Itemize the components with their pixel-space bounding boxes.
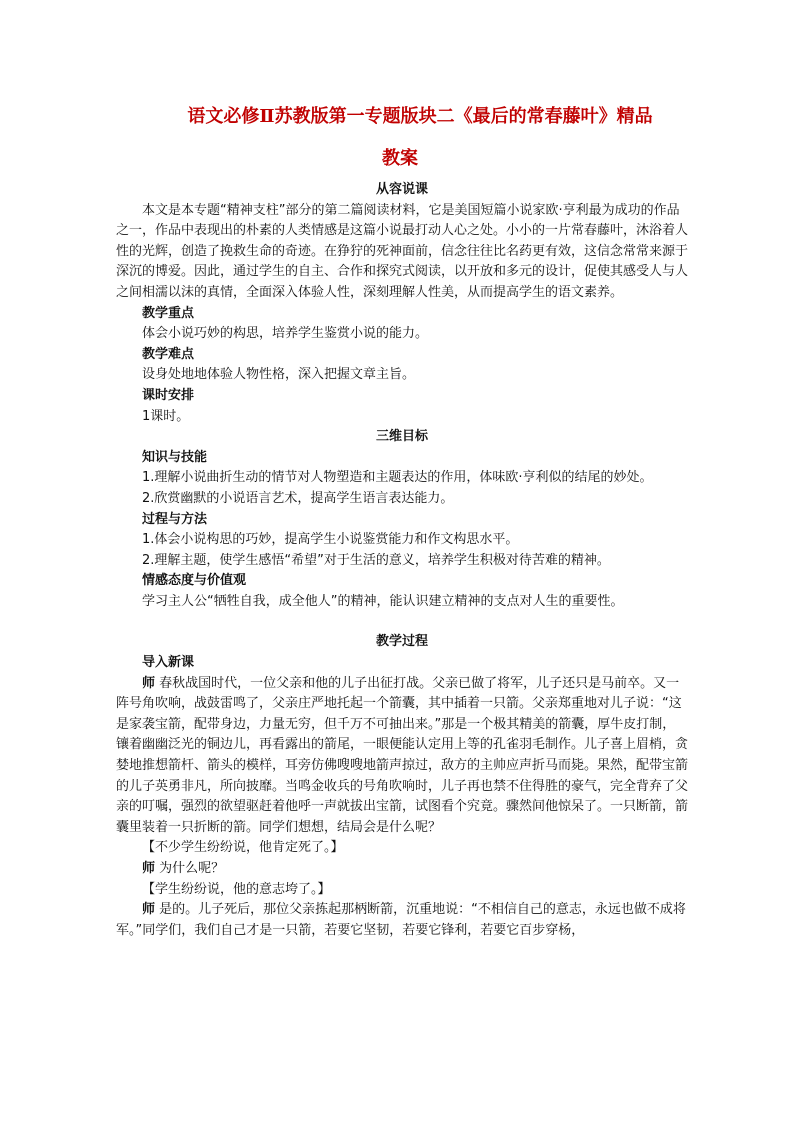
heading-zhongdian: 教学重点 — [142, 305, 195, 321]
speaker-teacher: 师 — [142, 675, 156, 691]
text-qinggan: 学习主人公“牺牲自我，成全他人”的精神，能认识建立精神的支点对人生的重要性。 — [142, 593, 624, 609]
speaker-teacher: 师 — [142, 861, 156, 876]
document-body — [116, 180, 688, 941]
section-heading-congrong: 从容说课 — [375, 182, 428, 197]
heading-guocheng: 过程与方法 — [142, 511, 208, 527]
heading-keshi: 课时安排 — [142, 387, 195, 403]
heading-daoru: 导入新课 — [142, 655, 195, 671]
text-keshi: 1课时。 — [142, 408, 190, 424]
section-heading-sanwei: 三维目标 — [375, 429, 428, 445]
story-paragraph — [116, 674, 688, 839]
answer-paragraph — [116, 900, 688, 941]
student-response-2: 【学生纷纷说，他的意志垮了。】 — [142, 881, 331, 897]
document-title-line2: 教案 — [382, 148, 418, 169]
heading-nandian: 教学难点 — [142, 346, 195, 362]
story-text: 春秋战国时代，一位父亲和他的儿子出征打战。父亲已做了将军，儿子还只是马前卒。又一阵号角吹响，战鼓雷鸣了，父亲庄严地托起一个箭囊，其中插着一只箭。父亲郑重地对儿子说：“这是家袭宝箭，配带身边，力量无穷，但千万不可抽出来。”那是一个极其精美的箭囊，厚牛皮打制，镶着幽幽泛光的铜边儿，再看露出的箭尾，一眼便能认定用上等的孔雀羽毛制作。儿子喜上眉梢，贪婪地推想箭杆、箭头的模样，耳旁仿佛嗖嗖地箭声掠过，敌方的主帅应声折马而毙。果然，配带宝箭的儿子英勇非凡，所向披靡。当鸣金收兵的号角吹响时，儿子再也禁不住得胜的豪气，完全背弃了父亲的叮嘱，强烈的欲望驱赶着他呼一声就拔出宝箭，试图看个究竟。骤然间他惊呆了。一只断箭，箭囊里装着一只折断的箭。同学们想想，结局会是什么呢？ — [116, 675, 689, 835]
heading-zhishi: 知识与技能 — [142, 449, 208, 465]
student-response-1: 【不少学生纷纷说，他肯定死了。】 — [142, 840, 344, 856]
section-heading-jiaoxue: 教学过程 — [375, 634, 428, 650]
speaker-teacher: 师 — [142, 902, 156, 918]
intro-paragraph: 本文是本专题“精神支柱”部分的第二篇阅读材料，它是美国短篇小说家欧·亨利最为成功的作品之一，作品中表现出的朴素的人类情感是这篇小说最打动人心之处。小小的一片常春藤叶，沐浴着人性的光辉，创造了挽救生命的奇迹。在狰狞的死神面前，信念往往比名药更有效，这信念常常来源于深沉的博爱。因此，通过学生的自主、合作和探究式阅读，以开放和多元的设计，促使其感受人与人之间相濡以沫的真情，全面深入体验人性，深刻理解人性美，从而提高学生的语文素养。 — [116, 202, 689, 300]
text-nandian: 设身处地地体验人物性格，深入把握文章主旨。 — [142, 367, 416, 383]
answer-text: 是的。儿子死后，那位父亲拣起那柄断箭，沉重地说：“不相信自己的意志，永远也做不成将军。”同学们，我们自己才是一只箭，若要它坚韧，若要它锋利，若要它百步穿杨， — [116, 902, 686, 938]
teacher-question-line — [116, 859, 688, 880]
spacer — [116, 612, 688, 632]
document-title-line1: 语文必修Ⅱ苏教版第一专题版块二《最后的常春藤叶》精品 — [187, 106, 653, 127]
text-guocheng-2: 2.理解主题，使学生感悟“希望”对于生活的意义，培养学生积极对待苦难的精神。 — [142, 552, 610, 568]
text-zhishi-2: 2.欣赏幽默的小说语言艺术，提高学生语言表达能力。 — [142, 490, 454, 506]
teacher-question: 为什么呢？ — [159, 861, 225, 876]
text-guocheng-1: 1.体会小说构思的巧妙，提高学生小说鉴赏能力和作文构思水平。 — [142, 532, 519, 548]
heading-qinggan: 情感态度与价值观 — [142, 573, 247, 589]
text-zhongdian: 体会小说巧妙的构思，培养学生鉴赏小说的能力。 — [142, 326, 429, 342]
text-zhishi-1: 1.理解小说曲折生动的情节对人物塑造和主题表达的作用，体味欧·亨利似的结尾的妙处。 — [142, 470, 653, 486]
